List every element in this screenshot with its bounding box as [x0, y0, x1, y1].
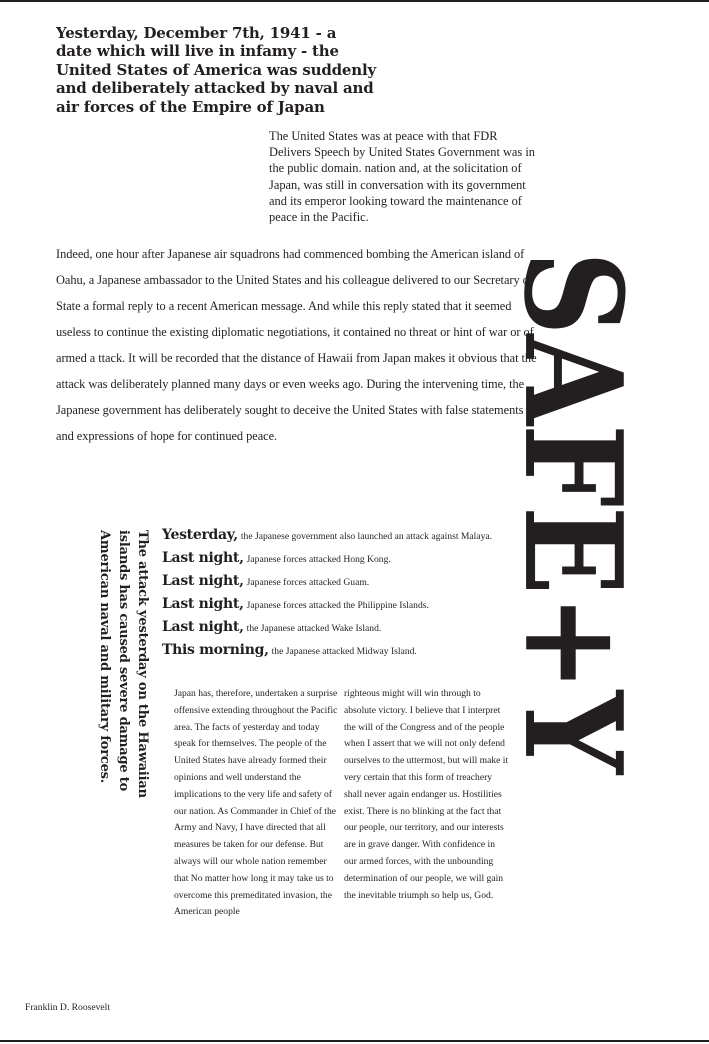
timeline-item — [162, 549, 542, 572]
column-right: righteous might will win through to absolute victory. I believe that I interpret the will of the Congress and of the people when I assert that we will not only defend ourselves to the uttermost, but will make it very certain that this form of treachery shall never again endanger us. Hostilities exist. There is no blinking at the fact that our people, our territory, and our interests are in grave danger. With confidence in our armed forces, with the unbounding determination of our people, we will gain the inevitable triumph so help us, God. — [344, 688, 509, 901]
timeline-item — [162, 641, 542, 664]
timeline-what: the Japanese government also launched an attack against Malaya. — [240, 531, 493, 542]
timeline-item — [162, 618, 542, 641]
intro-paragraph: The United States was at peace with that FDR Delivers Speech by United States Government was in the public domain. nation and, at the solicitation of Japan, was still in conversation with its government and its emperor looking toward the maintenance of peace in the Pacific. — [269, 129, 535, 225]
timeline-when: Yesterday, — [162, 527, 238, 543]
timeline-item — [162, 572, 542, 595]
timeline-what: Japanese forces attacked Guam. — [246, 577, 370, 588]
bottom-rule — [0, 1040, 709, 1042]
timeline-when: Last night, — [162, 619, 244, 635]
timeline-item — [162, 526, 542, 549]
timeline-when: Last night, — [162, 596, 244, 612]
timeline-when: Last night, — [162, 573, 244, 589]
timeline-what: Japanese forces attacked Hong Kong. — [246, 554, 391, 565]
timeline-when: This morning, — [162, 642, 269, 658]
timeline-list — [162, 526, 542, 664]
column-left: Japan has, therefore, undertaken a surprise offensive extending throughout the Pacific area. The facts of yesterday and today speak for themselves. The people of the United States have already formed their opinions and well understand the implications to the very life and safety of our nation. As Commander in Chief of the Army and Navy, I have directed that all measures be taken for our defense. But always will our whole nation remember that No matter how long it may take us to overcome this premeditated invasion, the American people — [174, 688, 338, 918]
vertical-note: The attack yesterday on the Hawaiian islands has caused severe damage to American naval and military forces. — [97, 530, 150, 798]
timeline-when: Last night, — [162, 550, 244, 566]
timeline-what: Japanese forces attacked the Philippine Islands. — [246, 600, 429, 611]
body-paragraph: Indeed, one hour after Japanese air squadrons had commenced bombing the American island of Oahu, a Japanese ambassador to the United States and his colleague delivered to our Secretary of State a formal reply to a recent American message. And while this reply stated that it seemed useless to continue the existing diplomatic negotiations, it contained no threat or hint of war or of armed a ttack. It will be recorded that the distance of Hawaii from Japan makes it obvious that the attack was deliberately planned many days or even weeks ago. During the intervening time, the Japanese government has deliberately sought to deceive the United States with false statements and expressions of hope for continued peace. — [56, 247, 537, 443]
signature: Franklin D. Roosevelt — [25, 1002, 111, 1013]
timeline-what: the Japanese attacked Midway Island. — [271, 646, 417, 657]
top-rule — [0, 0, 709, 2]
timeline-item — [162, 595, 542, 618]
big-vertical-word: SAFE+Y — [493, 251, 653, 774]
timeline-what: the Japanese attacked Wake Island. — [246, 623, 382, 634]
headline: Yesterday, December 7th, 1941 - a date which will live in infamy - the United States of America was suddenly and deliberately attacked by naval and air forces of the Empire of Japan — [56, 24, 376, 116]
